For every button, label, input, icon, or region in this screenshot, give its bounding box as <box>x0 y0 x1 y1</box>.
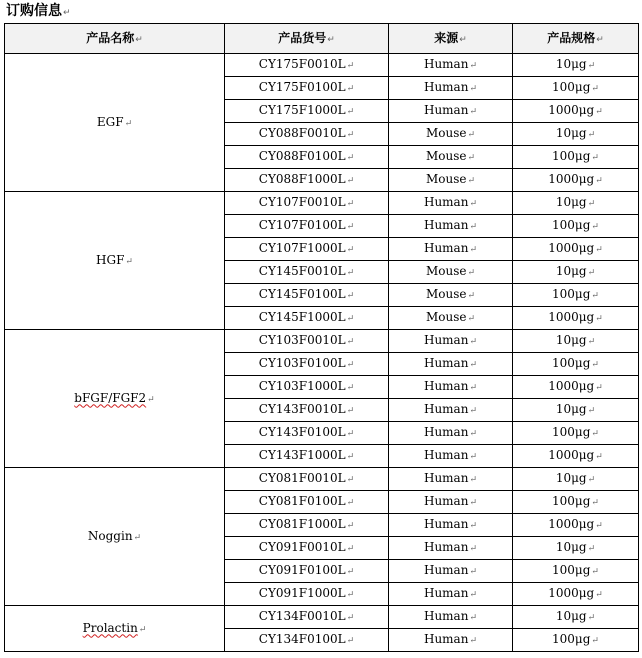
table-row <box>5 54 639 77</box>
product-name-cell: Prolactin↵ <box>5 606 225 652</box>
source-cell: Human↵ <box>389 54 513 77</box>
table-row <box>5 606 639 629</box>
product-code-cell: CY134F0100L↵ <box>225 629 389 652</box>
paragraph-mark-icon: ↵ <box>135 34 143 45</box>
spec-cell: 10μg↵ <box>513 54 639 77</box>
paragraph-mark-icon: ↵ <box>469 199 477 209</box>
header-product-name: 产品名称↵ <box>5 24 225 54</box>
product-code-cell: CY107F0100L↵ <box>225 215 389 238</box>
spec-cell: 10μg↵ <box>513 330 639 353</box>
product-name-cell: EGF↵ <box>5 54 225 192</box>
paragraph-mark-icon: ↵ <box>469 222 477 232</box>
paragraph-mark-icon: ↵ <box>591 153 599 163</box>
paragraph-mark-icon: ↵ <box>596 34 604 45</box>
paragraph-mark-icon: ↵ <box>591 360 599 370</box>
paragraph-mark-icon: ↵ <box>346 590 355 600</box>
paragraph-mark-icon: ↵ <box>469 636 477 646</box>
paragraph-mark-icon: ↵ <box>469 107 477 117</box>
spec-cell: 10μg↵ <box>513 261 639 284</box>
paragraph-mark-icon: ↵ <box>138 624 147 635</box>
paragraph-mark-icon: ↵ <box>469 429 477 439</box>
product-code-cell: CY081F0100L↵ <box>225 491 389 514</box>
product-code-cell: CY081F1000L↵ <box>225 514 389 537</box>
spec-cell: 1000μg↵ <box>513 307 639 330</box>
source-cell: Human↵ <box>389 537 513 560</box>
spec-cell: 1000μg↵ <box>513 583 639 606</box>
paragraph-mark-icon: ↵ <box>595 383 603 393</box>
paragraph-mark-icon: ↵ <box>587 406 596 416</box>
paragraph-mark-icon: ↵ <box>346 176 355 186</box>
paragraph-mark-icon: ↵ <box>346 337 355 347</box>
product-code-cell: CY088F1000L↵ <box>225 169 389 192</box>
source-cell: Human↵ <box>389 422 513 445</box>
product-code-cell: CY091F0100L↵ <box>225 560 389 583</box>
paragraph-mark-icon: ↵ <box>469 521 477 531</box>
spec-cell: 10μg↵ <box>513 606 639 629</box>
paragraph-mark-icon: ↵ <box>327 34 335 45</box>
source-cell: Human↵ <box>389 376 513 399</box>
table-body <box>5 54 639 652</box>
source-cell: Human↵ <box>389 330 513 353</box>
paragraph-mark-icon: ↵ <box>467 153 476 163</box>
product-name-cell: Noggin↵ <box>5 468 225 606</box>
paragraph-mark-icon: ↵ <box>469 360 477 370</box>
spec-cell: 10μg↵ <box>513 123 639 146</box>
source-cell: Human↵ <box>389 399 513 422</box>
paragraph-mark-icon: ↵ <box>587 130 596 140</box>
spec-cell: 100μg↵ <box>513 215 639 238</box>
product-code-cell: CY088F0010L↵ <box>225 123 389 146</box>
source-cell: Mouse↵ <box>389 307 513 330</box>
paragraph-mark-icon: ↵ <box>346 268 355 278</box>
product-code-cell: CY107F1000L↵ <box>225 238 389 261</box>
product-code-cell: CY145F1000L↵ <box>225 307 389 330</box>
paragraph-mark-icon: ↵ <box>591 636 599 646</box>
paragraph-mark-icon: ↵ <box>63 8 71 18</box>
paragraph-mark-icon: ↵ <box>124 118 133 129</box>
paragraph-mark-icon: ↵ <box>147 394 155 405</box>
source-cell: Human↵ <box>389 238 513 261</box>
paragraph-mark-icon: ↵ <box>469 383 477 393</box>
paragraph-mark-icon: ↵ <box>469 337 477 347</box>
paragraph-mark-icon: ↵ <box>459 34 467 45</box>
paragraph-mark-icon: ↵ <box>469 245 477 255</box>
paragraph-mark-icon: ↵ <box>346 636 355 646</box>
paragraph-mark-icon: ↵ <box>467 268 476 278</box>
paragraph-mark-icon: ↵ <box>469 544 477 554</box>
spec-cell: 1000μg↵ <box>513 100 639 123</box>
spec-cell: 10μg↵ <box>513 537 639 560</box>
product-code-cell: CY103F0100L↵ <box>225 353 389 376</box>
product-code-cell: CY143F1000L↵ <box>225 445 389 468</box>
spec-cell: 1000μg↵ <box>513 376 639 399</box>
spec-cell: 100μg↵ <box>513 353 639 376</box>
product-name-cell: HGF↵ <box>5 192 225 330</box>
paragraph-mark-icon: ↵ <box>595 590 603 600</box>
table-header-row <box>5 24 639 54</box>
paragraph-mark-icon: ↵ <box>346 452 355 462</box>
paragraph-mark-icon: ↵ <box>469 452 477 462</box>
paragraph-mark-icon: ↵ <box>346 61 355 71</box>
source-cell: Human↵ <box>389 629 513 652</box>
paragraph-mark-icon: ↵ <box>595 245 603 255</box>
source-cell: Human↵ <box>389 514 513 537</box>
paragraph-mark-icon: ↵ <box>346 199 355 209</box>
paragraph-mark-icon: ↵ <box>587 613 596 623</box>
paragraph-mark-icon: ↵ <box>469 84 477 94</box>
product-code-cell: CY091F0010L↵ <box>225 537 389 560</box>
spec-cell: 100μg↵ <box>513 560 639 583</box>
paragraph-mark-icon: ↵ <box>469 406 477 416</box>
paragraph-mark-icon: ↵ <box>595 452 603 462</box>
order-table <box>4 23 639 652</box>
paragraph-mark-icon: ↵ <box>469 613 477 623</box>
paragraph-mark-icon: ↵ <box>591 291 599 301</box>
paragraph-mark-icon: ↵ <box>346 429 355 439</box>
source-cell: Human↵ <box>389 445 513 468</box>
product-code-cell: CY175F0100L↵ <box>225 77 389 100</box>
product-code-cell: CY103F0010L↵ <box>225 330 389 353</box>
source-cell: Human↵ <box>389 100 513 123</box>
paragraph-mark-icon: ↵ <box>346 84 355 94</box>
source-cell: Mouse↵ <box>389 169 513 192</box>
product-name-cell: bFGF/FGF2↵ <box>5 330 225 468</box>
paragraph-mark-icon: ↵ <box>587 475 596 485</box>
paragraph-mark-icon: ↵ <box>346 130 355 140</box>
product-code-cell: CY081F0010L↵ <box>225 468 389 491</box>
source-cell: Human↵ <box>389 583 513 606</box>
product-code-cell: CY088F0100L↵ <box>225 146 389 169</box>
paragraph-mark-icon: ↵ <box>346 475 355 485</box>
spec-cell: 10μg↵ <box>513 468 639 491</box>
source-cell: Human↵ <box>389 353 513 376</box>
product-code-cell: CY143F0010L↵ <box>225 399 389 422</box>
source-cell: Human↵ <box>389 468 513 491</box>
paragraph-mark-icon: ↵ <box>346 498 355 508</box>
paragraph-mark-icon: ↵ <box>591 84 599 94</box>
paragraph-mark-icon: ↵ <box>587 337 596 347</box>
product-code-cell: CY175F0010L↵ <box>225 54 389 77</box>
source-cell: Human↵ <box>389 491 513 514</box>
spec-cell: 100μg↵ <box>513 422 639 445</box>
source-cell: Mouse↵ <box>389 261 513 284</box>
spec-cell: 10μg↵ <box>513 399 639 422</box>
paragraph-mark-icon: ↵ <box>587 199 596 209</box>
paragraph-mark-icon: ↵ <box>469 498 477 508</box>
paragraph-mark-icon: ↵ <box>587 544 596 554</box>
paragraph-mark-icon: ↵ <box>467 176 476 186</box>
section-heading <box>6 2 71 22</box>
header-spec: 产品规格↵ <box>513 24 639 54</box>
paragraph-mark-icon: ↵ <box>467 314 476 324</box>
paragraph-mark-icon: ↵ <box>346 544 355 554</box>
spec-cell: 100μg↵ <box>513 284 639 307</box>
paragraph-mark-icon: ↵ <box>587 61 596 71</box>
paragraph-mark-icon: ↵ <box>346 567 355 577</box>
paragraph-mark-icon: ↵ <box>346 107 355 117</box>
source-cell: Human↵ <box>389 560 513 583</box>
paragraph-mark-icon: ↵ <box>467 130 476 140</box>
product-code-cell: CY103F1000L↵ <box>225 376 389 399</box>
paragraph-mark-icon: ↵ <box>346 153 355 163</box>
paragraph-mark-icon: ↵ <box>587 268 596 278</box>
paragraph-mark-icon: ↵ <box>346 245 355 255</box>
spec-cell: 100μg↵ <box>513 629 639 652</box>
paragraph-mark-icon: ↵ <box>125 256 133 267</box>
paragraph-mark-icon: ↵ <box>591 222 599 232</box>
spec-cell: 100μg↵ <box>513 146 639 169</box>
paragraph-mark-icon: ↵ <box>346 383 355 393</box>
paragraph-mark-icon: ↵ <box>346 613 355 623</box>
product-code-cell: CY091F1000L↵ <box>225 583 389 606</box>
source-cell: Mouse↵ <box>389 123 513 146</box>
paragraph-mark-icon: ↵ <box>346 314 355 324</box>
spec-cell: 100μg↵ <box>513 77 639 100</box>
product-code-cell: CY145F0010L↵ <box>225 261 389 284</box>
table-row <box>5 330 639 353</box>
paragraph-mark-icon: ↵ <box>346 222 355 232</box>
spec-cell: 1000μg↵ <box>513 238 639 261</box>
paragraph-mark-icon: ↵ <box>469 61 477 71</box>
product-code-cell: CY145F0100L↵ <box>225 284 389 307</box>
source-cell: Human↵ <box>389 606 513 629</box>
paragraph-mark-icon: ↵ <box>591 567 599 577</box>
header-source: 来源↵ <box>389 24 513 54</box>
product-code-cell: CY143F0100L↵ <box>225 422 389 445</box>
product-code-cell: CY107F0010L↵ <box>225 192 389 215</box>
header-product-code: 产品货号↵ <box>225 24 389 54</box>
paragraph-mark-icon: ↵ <box>469 590 477 600</box>
paragraph-mark-icon: ↵ <box>595 176 603 186</box>
paragraph-mark-icon: ↵ <box>595 314 603 324</box>
paragraph-mark-icon: ↵ <box>469 567 477 577</box>
spec-cell: 100μg↵ <box>513 491 639 514</box>
paragraph-mark-icon: ↵ <box>133 532 142 543</box>
paragraph-mark-icon: ↵ <box>346 521 355 531</box>
source-cell: Mouse↵ <box>389 284 513 307</box>
paragraph-mark-icon: ↵ <box>346 291 355 301</box>
table-row <box>5 468 639 491</box>
table-row <box>5 192 639 215</box>
paragraph-mark-icon: ↵ <box>591 498 599 508</box>
product-code-cell: CY175F1000L↵ <box>225 100 389 123</box>
paragraph-mark-icon: ↵ <box>346 360 355 370</box>
product-code-cell: CY134F0010L↵ <box>225 606 389 629</box>
spec-cell: 10μg↵ <box>513 192 639 215</box>
source-cell: Human↵ <box>389 192 513 215</box>
paragraph-mark-icon: ↵ <box>467 291 476 301</box>
source-cell: Human↵ <box>389 77 513 100</box>
spec-cell: 1000μg↵ <box>513 514 639 537</box>
paragraph-mark-icon: ↵ <box>595 107 603 117</box>
paragraph-mark-icon: ↵ <box>346 406 355 416</box>
spec-cell: 1000μg↵ <box>513 445 639 468</box>
paragraph-mark-icon: ↵ <box>595 521 603 531</box>
paragraph-mark-icon: ↵ <box>591 429 599 439</box>
spec-cell: 1000μg↵ <box>513 169 639 192</box>
heading-text: 订购信息 <box>6 3 62 19</box>
source-cell: Mouse↵ <box>389 146 513 169</box>
paragraph-mark-icon: ↵ <box>469 475 477 485</box>
source-cell: Human↵ <box>389 215 513 238</box>
